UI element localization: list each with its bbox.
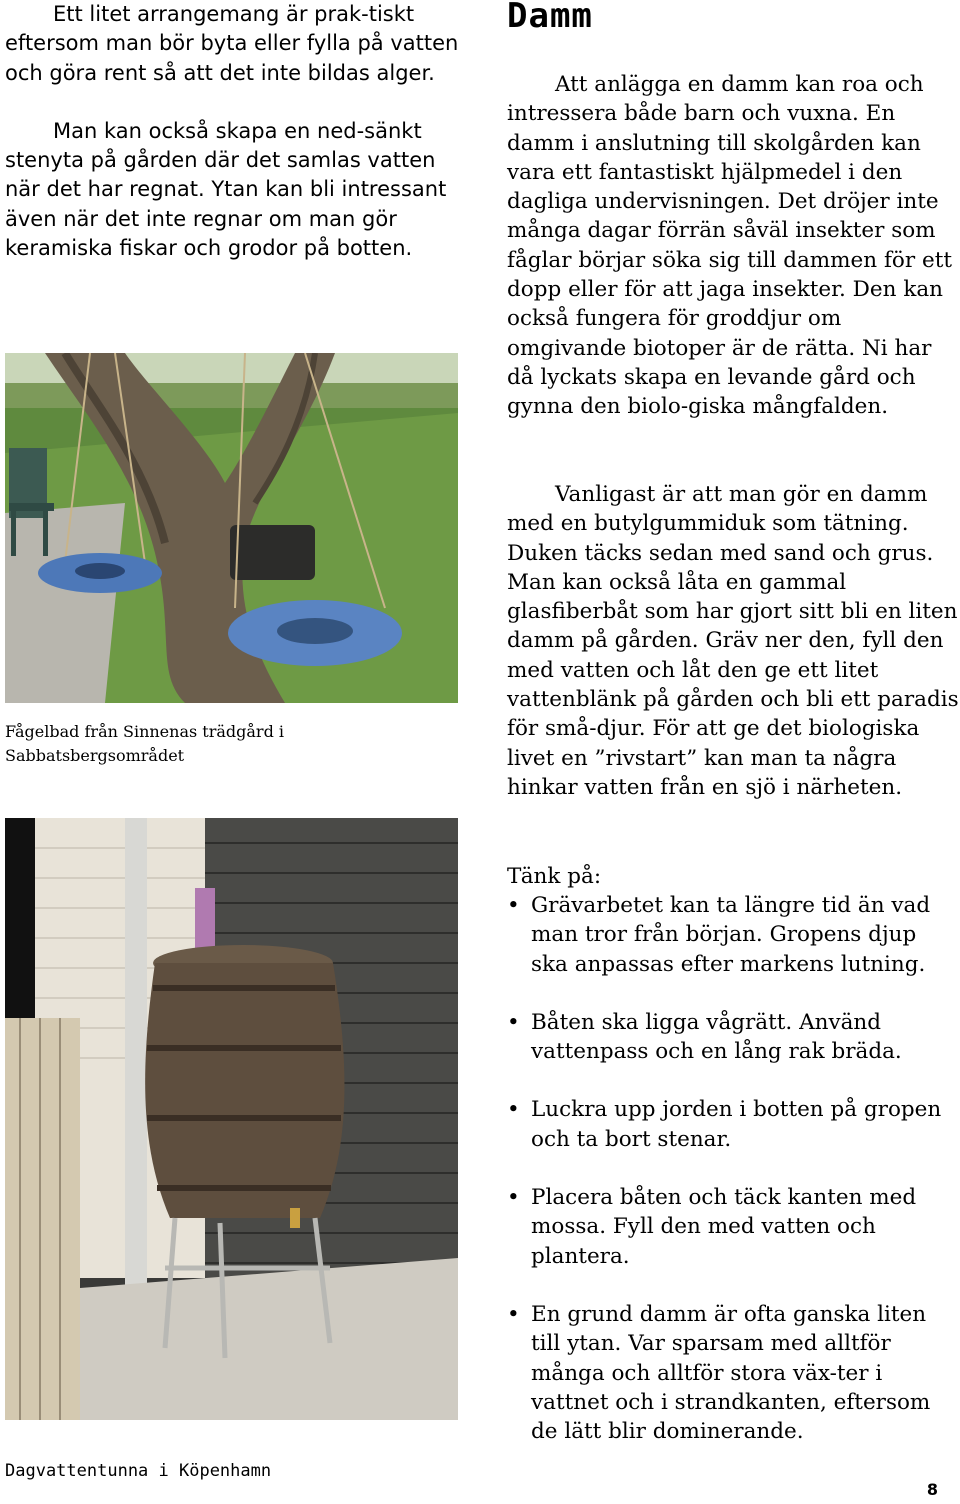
tips-list	[507, 891, 959, 1475]
pond-intro	[507, 70, 959, 422]
intro-paragraph-1: Ett litet arrangemang är prak-tiskt eftersom man bör byta eller fylla på vatten och göra rent så att det inte bildas alger.	[5, 2, 459, 85]
section-title: Damm	[507, 0, 593, 36]
pond-construction	[507, 480, 959, 802]
pond-paragraph-1: Att anlägga en damm kan roa och intressera både barn och vuxna. En damm i anslutning till skolgården kan vara ett fantastiskt hjälpmedel i den dagliga undervisningen. Det dröjer inte många dagar förrän såväl insekter som fåglar börjar söka sig till dammen för ett dopp eller för att jaga insekter. Den kan också fungera för groddjur om omgivande biotoper är de rätta. Ni har då lyckats skapa en levande gård och gynna den biolo-giska mångfalden.	[507, 72, 952, 420]
tip-item: • En grund damm är ofta ganska liten till ytan. Var sparsam med alltför många och alltför stora väx-ter i vattnet och i strandkanten, eftersom de lätt blir dominerande.	[507, 1300, 959, 1446]
tip-item: • Grävarbetet kan ta längre tid än vad man tror från början. Gropens djup ska anpassas efter markens lutning.	[507, 891, 959, 979]
tip-item: • Placera båten och täck kanten med mossa. Fyll den med vatten och plantera.	[507, 1183, 959, 1271]
bird-bath-photo	[5, 353, 458, 703]
think-label: Tänk på:	[507, 864, 602, 889]
tip-item: • Båten ska ligga vågrätt. Använd vattenpass och en lång rak bräda.	[507, 1008, 959, 1067]
rain-barrel-photo	[5, 818, 458, 1420]
rain-barrel-caption: Dagvattentunna i Köpenhamn	[5, 1461, 272, 1481]
intro-text	[5, 0, 465, 292]
bird-bath-caption: Fågelbad från Sinnenas trädgård i Sabbatsbergsområdet	[5, 722, 285, 765]
intro-paragraph-2: Man kan också skapa en ned-sänkt stenyta på gården där det samlas vatten när det har regnat. Ytan kan bli intressant även när det inte regnar om man gör keramiska fiskar och grodor på botten.	[5, 118, 447, 261]
pond-paragraph-2: Vanligast är att man gör en damm med en butylgummiduk som tätning. Duken täcks sedan med sand och grus. Man kan också låta en gammal glasfiberbåt som har gjort sitt bli en liten damm på gården. Gräv ner den, fyll den med vatten och låt den ge ett litet vattenblänk på gården och bli ett paradis för små-djur. För att ge det biologiska livet en ”rivstart” kan man ta några hinkar vatten från en sjö i närheten.	[507, 482, 959, 800]
tip-item: • Luckra upp jorden i botten på gropen och ta bort stenar.	[507, 1095, 959, 1154]
page-number: 8	[926, 1480, 938, 1499]
